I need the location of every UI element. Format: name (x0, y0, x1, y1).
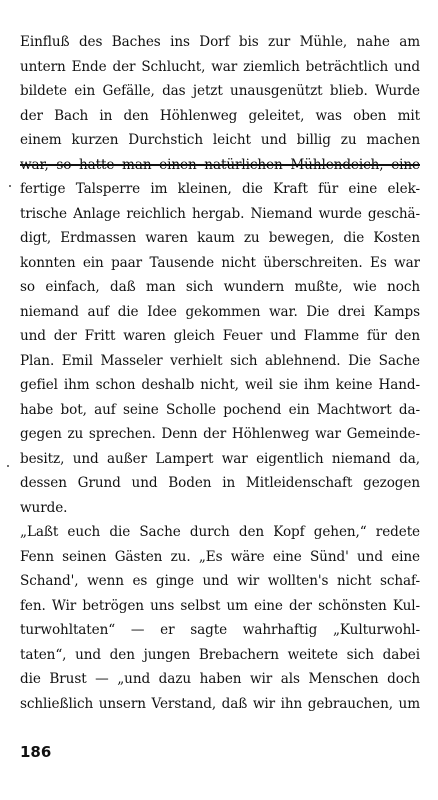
text-line-struck: war, so hatte man einen natürlichen Mühlendeich, eine (20, 156, 420, 173)
margin-speck (9, 185, 11, 187)
text-line: fen. Wir betrögen uns selbst um eine der schönsten Kul- (20, 597, 420, 614)
text-line: untern Ende der Schlucht, war ziemlich beträchtlich und (20, 58, 420, 75)
text-line: konnten ein paar Tausende nicht überschreiten. Es war (20, 254, 420, 271)
text-line: Fenn seinen Gästen zu. „Es wäre eine Sünd' und eine (20, 548, 420, 565)
text-line: fertige Talsperre im kleinen, die Kraft für eine elek- (20, 181, 420, 197)
text-line: „Laßt euch die Sache durch den Kopf gehen,“ redete (20, 524, 420, 540)
text-line: und der Fritt waren gleich Feuer und Flamme für den (20, 328, 420, 344)
text-line: digt, Erdmassen waren kaum zu bewegen, die Kosten (20, 230, 420, 246)
text-line: taten“, und den jungen Brebachern weitete sich dabei (20, 646, 420, 663)
body-text (20, 30, 420, 716)
text-line: die Brust — „und dazu haben wir als Menschen doch (20, 671, 420, 687)
text-line: habe bot, auf seine Scholle pochend ein Machtwort da- (20, 401, 420, 418)
text-line: so einfach, daß man sich wundern mußte, wie noch (20, 279, 420, 295)
text-line: Schand', wenn es ginge und wir wollten's nicht schaf- (20, 573, 420, 589)
text-line: einem kurzen Durchstich leicht und billig zu machen (20, 132, 420, 148)
text-line: niemand auf die Idee gekommen war. Die drei Kamps (20, 303, 420, 320)
text-line: turwohltaten“ — er sagte wahrhaftig „Kulturwohl- (20, 622, 420, 638)
page-number: 186 (20, 743, 52, 761)
text-line: gefiel ihm schon deshalb nicht, weil sie ihm keine Hand- (20, 377, 420, 393)
text-line: schließlich unsern Verstand, daß wir ihn gebrauchen, um (20, 695, 420, 712)
text-line: der Bach in den Höhlenweg geleitet, was oben mit (20, 107, 420, 124)
margin-speck (7, 465, 9, 467)
text-line: trische Anlage reichlich hergab. Niemand wurde geschä- (20, 205, 420, 222)
text-line: Plan. Emil Masseler verhielt sich ablehnend. Die Sache (20, 352, 420, 369)
text-line: besitz, und außer Lampert war eigentlich niemand da, (20, 450, 420, 467)
paragraph-last-line: wurde. (20, 499, 68, 516)
text-line: Einfluß des Baches ins Dorf bis zur Mühle, nahe am (20, 34, 420, 50)
text-line: bildete ein Gefälle, das jetzt unausgenützt blieb. Wurde (20, 83, 420, 99)
text-line: gegen zu sprechen. Denn der Höhlenweg war Gemeinde- (20, 426, 420, 442)
text-line: dessen Grund und Boden in Mitleidenschaft gezogen (20, 475, 420, 491)
